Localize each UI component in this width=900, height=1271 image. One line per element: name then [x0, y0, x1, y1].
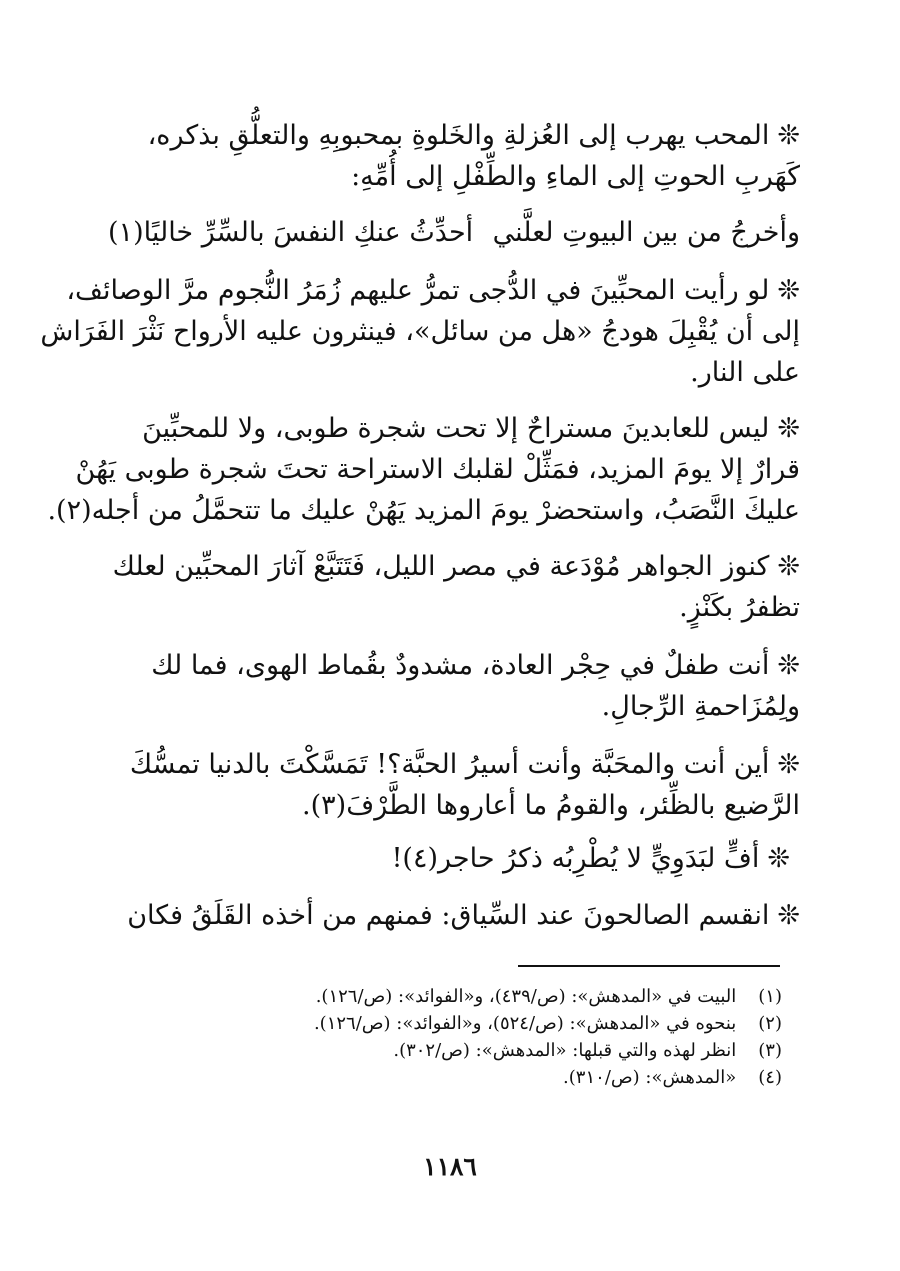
- text-line: الرَّضيع بالظِّئر، والقومُ ما أعاروها الطَّرْفَ(٣).: [302, 790, 800, 821]
- text-line: كَهَربِ الحوتِ إلى الماءِ والطِّفْلِ إلى أُمِّهِ:: [351, 161, 800, 192]
- paragraph-child-of-habit: [108, 645, 800, 727]
- paragraph-tuba-tree: [47, 408, 800, 531]
- footnote-number: (٤): [758, 1067, 782, 1088]
- paragraph-seclusion: [108, 115, 800, 197]
- footnote-text: بنحوه في «المدهش»: (ص/٥٢٤)، و«الفوائد»: (ص/١٢٦).: [313, 1013, 737, 1034]
- footnote-separator: [518, 965, 780, 967]
- text-line: ❊انقسم الصالحونَ عند السِّياق: فمنهم من أخذه القَلَقُ فكان: [127, 900, 800, 931]
- verse-second-hemistich: أحدِّثُ عنكِ النفسَ بالسِّرِّ خاليًا(١): [108, 217, 474, 248]
- footnote-number: (٣): [758, 1040, 782, 1061]
- footnote-text: «المدهش»: (ص/٣١٠).: [563, 1067, 737, 1088]
- footnotes: [102, 983, 782, 1091]
- text-line: تظفرُ بكَنْزٍ.: [679, 592, 800, 623]
- footnote-text: انظر لهذه والتي قبلها: «المدهش»: (ص/٣٠٢).: [393, 1040, 737, 1061]
- paragraph-bedouin: [108, 838, 800, 879]
- poetry-verse: [108, 212, 800, 253]
- paragraph-night-lovers: [40, 270, 800, 393]
- paragraph-captive-of-grain: [108, 744, 800, 826]
- footnote: [102, 1010, 782, 1037]
- star-ornament-icon: ❊: [777, 413, 800, 444]
- text-line: عليكَ النَّصَبُ، واستحضرْ يومَ المزيد يَهُنْ عليك ما تتحمَّلُ من أجله(٢).: [47, 495, 800, 526]
- footnote: [102, 1064, 782, 1091]
- text-line: ❊المحب يهرب إلى العُزلةِ والخَلوةِ بمحبوبِهِ والتعلُّقِ بذكره،: [147, 120, 800, 151]
- text-line: ولِمُزَاحمةِ الرِّجالِ.: [601, 691, 800, 722]
- star-ornament-icon: ❊: [777, 120, 800, 151]
- paragraph-righteous-divided: [108, 895, 800, 936]
- footnote: [102, 1037, 782, 1064]
- text-line: ❊لو رأيت المحبِّينَ في الدُّجى تمرُّ عليهم زُمَرُ النُّجوم مرَّ الوصائف،: [66, 275, 800, 306]
- star-ornament-icon: ❊: [777, 551, 800, 582]
- text-line: ❊ليس للعابدينَ مستراحٌ إلا تحت شجرة طوبى، ولا للمحبِّينَ: [142, 413, 800, 444]
- text-line: ❊أفٍّ لبَدَوِيٍّ لا يُطْرِبُه ذكرُ حاجر(٤)!: [391, 843, 790, 874]
- footnote-number: (١): [758, 986, 782, 1007]
- footnote: [102, 983, 782, 1010]
- star-ornament-icon: ❊: [777, 275, 800, 306]
- text-line: إلى أن يُقْبِلَ هودجُ «هل من سائل»، فينثرون عليه الأرواح نَثْرَ الفَرَاش: [40, 316, 800, 347]
- text-line: ❊كنوز الجواهر مُوْدَعة في مصر الليل، فَتَتَبَّعْ آثارَ المحبِّين لعلك: [112, 551, 800, 582]
- star-ornament-icon: ❊: [777, 749, 800, 780]
- text-line: على النار.: [690, 357, 800, 388]
- footnote-number: (٢): [758, 1013, 782, 1034]
- page-number: ١١٨٦: [423, 1152, 477, 1181]
- verse-first-hemistich: وأخرجُ من بين البيوتِ لعلَّني: [492, 217, 800, 248]
- text-line: قرارٌ إلا يومَ المزيد، فمَثِّلْ لقلبك الاستراحة تحتَ شجرة طوبى يَهُنْ: [75, 454, 800, 485]
- paragraph-treasures: [108, 546, 800, 628]
- star-ornament-icon: ❊: [767, 843, 790, 874]
- text-line: ❊أين أنت والمحَبَّة وأنت أسيرُ الحبَّة؟! تَمَسَّكْتَ بالدنيا تمسُّكَ: [129, 749, 800, 780]
- star-ornament-icon: ❊: [777, 900, 800, 931]
- star-ornament-icon: ❊: [777, 650, 800, 681]
- text-line: ❊أنت طفلٌ في حِجْر العادة، مشدودٌ بقُماط الهوى، فما لك: [151, 650, 800, 681]
- footnote-text: البيت في «المدهش»: (ص/٤٣٩)، و«الفوائد»: (ص/١٢٦).: [315, 986, 737, 1007]
